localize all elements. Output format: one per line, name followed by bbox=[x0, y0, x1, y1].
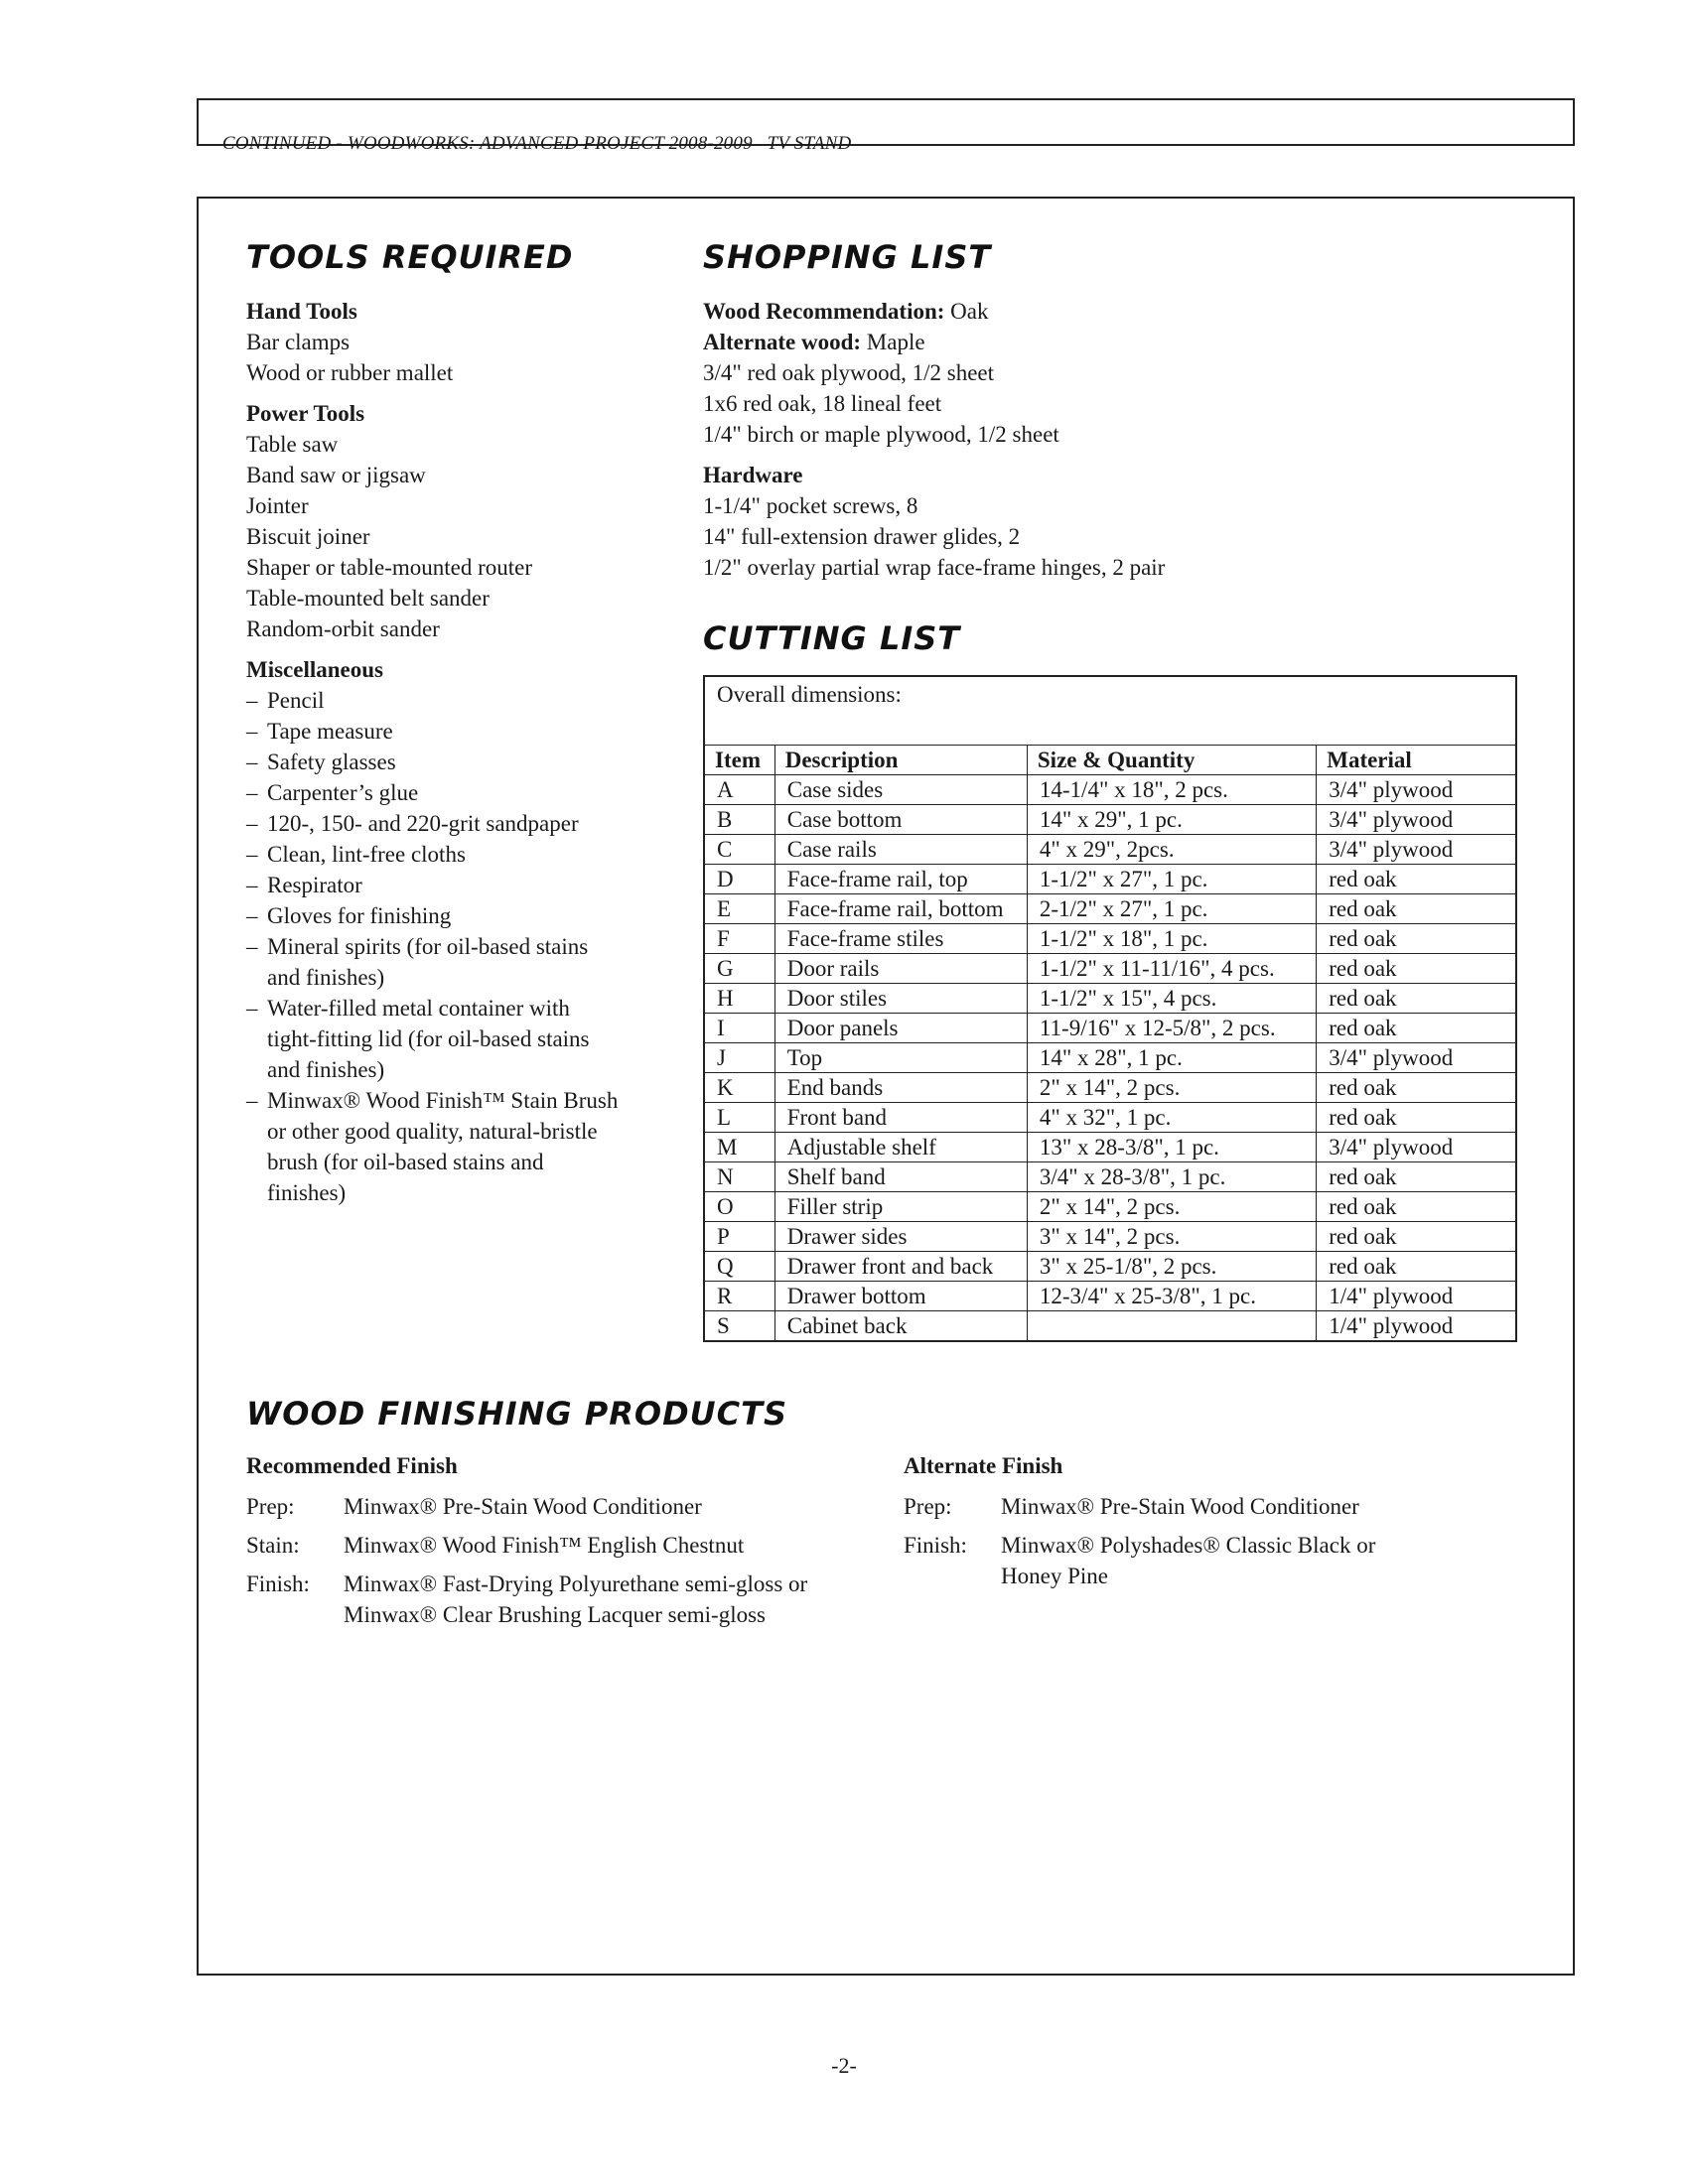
cell-material: red oak bbox=[1317, 865, 1516, 894]
tools-heading: TOOLS REQUIRED bbox=[246, 238, 574, 276]
cell-description: Front band bbox=[774, 1103, 1027, 1133]
dash-bullet: – bbox=[246, 719, 258, 744]
cell-description: Door panels bbox=[774, 1014, 1027, 1043]
dash-bullet: – bbox=[246, 1088, 258, 1113]
table-row bbox=[704, 1311, 1516, 1342]
cell-item: K bbox=[704, 1073, 774, 1103]
hand-tool-item: Wood or rubber mallet bbox=[246, 360, 454, 385]
dash-bullet: – bbox=[246, 750, 258, 774]
misc-item bbox=[246, 993, 624, 1085]
overall-row bbox=[704, 676, 1516, 746]
misc-item bbox=[246, 839, 624, 870]
dash-bullet: – bbox=[246, 811, 258, 836]
misc-title: Miscellaneous bbox=[246, 657, 383, 682]
cell-description: Cabinet back bbox=[774, 1311, 1027, 1342]
cell-material: red oak bbox=[1317, 1252, 1516, 1282]
table-header-row bbox=[704, 746, 1516, 775]
cell-material: red oak bbox=[1317, 1162, 1516, 1192]
cell-size-quantity bbox=[1027, 1311, 1316, 1342]
cell-description: Case rails bbox=[774, 835, 1027, 865]
dash-bullet: – bbox=[246, 934, 258, 959]
cell-material: red oak bbox=[1317, 1222, 1516, 1252]
cell-description: Door rails bbox=[774, 954, 1027, 984]
cell-material: red oak bbox=[1317, 1014, 1516, 1043]
misc-item bbox=[246, 1085, 624, 1208]
table-row bbox=[704, 954, 1516, 984]
wood-recommendation bbox=[703, 296, 1517, 327]
misc-item-text: Minwax® Wood Finish™ Stain Brush or other good quality, natural-bristle brush (for oil-based stains and finishes) bbox=[267, 1088, 619, 1205]
finish-row-value bbox=[1001, 1491, 1460, 1522]
shopping-heading: SHOPPING LIST bbox=[703, 238, 992, 276]
table-row bbox=[704, 805, 1516, 835]
finish-row bbox=[904, 1530, 1460, 1591]
misc-list bbox=[246, 685, 624, 1208]
cell-material: red oak bbox=[1317, 984, 1516, 1014]
table-row bbox=[704, 1282, 1516, 1311]
finish-row-label: Finish: bbox=[246, 1571, 310, 1596]
cell-size-quantity: 13" x 28-3/8", 1 pc. bbox=[1027, 1133, 1316, 1162]
table-row bbox=[704, 1014, 1516, 1043]
wood-rec-value: Oak bbox=[944, 299, 989, 324]
table-row bbox=[704, 1103, 1516, 1133]
col-item: Item bbox=[704, 746, 774, 775]
cell-item: E bbox=[704, 894, 774, 924]
wood-item: 3/4" red oak plywood, 1/2 sheet bbox=[703, 360, 995, 385]
hand-tool-item: Bar clamps bbox=[246, 330, 351, 354]
cell-description: Drawer bottom bbox=[774, 1282, 1027, 1311]
cell-item: J bbox=[704, 1043, 774, 1073]
cell-item: C bbox=[704, 835, 774, 865]
cell-material: red oak bbox=[1317, 924, 1516, 954]
cell-item: G bbox=[704, 954, 774, 984]
power-tools-list bbox=[246, 429, 643, 644]
cell-size-quantity: 3" x 25-1/8", 2 pcs. bbox=[1027, 1252, 1316, 1282]
recommended-finish bbox=[246, 1450, 842, 1638]
wood-items-list bbox=[703, 357, 1517, 450]
cell-material: 3/4" plywood bbox=[1317, 775, 1516, 805]
cutting-list-body bbox=[704, 775, 1516, 1342]
hardware-title: Hardware bbox=[703, 463, 803, 487]
cell-item: N bbox=[704, 1162, 774, 1192]
cell-item: P bbox=[704, 1222, 774, 1252]
table-row bbox=[704, 1133, 1516, 1162]
cell-size-quantity: 14" x 29", 1 pc. bbox=[1027, 805, 1316, 835]
cell-description: Case sides bbox=[774, 775, 1027, 805]
misc-item bbox=[246, 870, 624, 900]
cutting-list-table bbox=[703, 675, 1517, 1342]
dash-bullet: – bbox=[246, 873, 258, 897]
finish-row-value bbox=[344, 1491, 842, 1522]
hardware-item: 1/2" overlay partial wrap face-frame hinges, 2 pair bbox=[703, 555, 1166, 580]
cell-description: Face-frame rail, top bbox=[774, 865, 1027, 894]
power-tools-title: Power Tools bbox=[246, 401, 365, 426]
table-row bbox=[704, 924, 1516, 954]
finish-row-value bbox=[344, 1530, 842, 1561]
cell-item: L bbox=[704, 1103, 774, 1133]
misc-item bbox=[246, 747, 624, 777]
page-header bbox=[197, 98, 1575, 154]
finish-row-line: Minwax® Wood Finish™ English Chestnut bbox=[344, 1533, 745, 1558]
recommended-finish-rows bbox=[246, 1491, 842, 1630]
finishing-heading: WOOD FINISHING PRODUCTS bbox=[246, 1395, 787, 1433]
table-row bbox=[704, 775, 1516, 805]
finish-row bbox=[246, 1569, 842, 1630]
misc-item-text: Mineral spirits (for oil-based stains and finishes) bbox=[267, 934, 589, 990]
power-tool-item: Table-mounted belt sander bbox=[246, 586, 490, 611]
alternate-wood bbox=[703, 327, 1517, 357]
finish-row bbox=[246, 1530, 842, 1561]
col-description: Description bbox=[774, 746, 1027, 775]
cell-description: Door stiles bbox=[774, 984, 1027, 1014]
alternate-finish bbox=[904, 1450, 1460, 1599]
table-row bbox=[704, 1192, 1516, 1222]
finish-row-label: Prep: bbox=[904, 1494, 952, 1519]
finish-row-label: Stain: bbox=[246, 1533, 300, 1558]
table-row bbox=[704, 1043, 1516, 1073]
cell-item: F bbox=[704, 924, 774, 954]
cell-size-quantity: 2-1/2" x 27", 1 pc. bbox=[1027, 894, 1316, 924]
table-row bbox=[704, 1222, 1516, 1252]
finish-row bbox=[246, 1491, 842, 1522]
misc-item-text: Respirator bbox=[267, 873, 362, 897]
cell-size-quantity: 14-1/4" x 18", 2 pcs. bbox=[1027, 775, 1316, 805]
cell-size-quantity: 1-1/2" x 15", 4 pcs. bbox=[1027, 984, 1316, 1014]
table-row bbox=[704, 835, 1516, 865]
table-row bbox=[704, 865, 1516, 894]
cell-description: Drawer front and back bbox=[774, 1252, 1027, 1282]
alt-wood-value: Maple bbox=[861, 330, 925, 354]
dash-bullet: – bbox=[246, 688, 258, 713]
cell-size-quantity: 2" x 14", 2 pcs. bbox=[1027, 1073, 1316, 1103]
table-row bbox=[704, 1162, 1516, 1192]
finish-row-label: Prep: bbox=[246, 1494, 295, 1519]
cell-material: 3/4" plywood bbox=[1317, 1043, 1516, 1073]
hardware-list bbox=[703, 490, 1517, 583]
cell-material: red oak bbox=[1317, 1103, 1516, 1133]
col-material: Material bbox=[1317, 746, 1516, 775]
cell-item: M bbox=[704, 1133, 774, 1162]
alt-wood-label: Alternate wood: bbox=[703, 330, 862, 354]
cell-material: red oak bbox=[1317, 894, 1516, 924]
wood-rec-label: Wood Recommendation: bbox=[703, 299, 945, 324]
misc-item bbox=[246, 685, 624, 716]
misc-item bbox=[246, 777, 624, 808]
misc-item-text: Water-filled metal container with tight-fitting lid (for oil-based stains and finishes) bbox=[267, 996, 590, 1082]
cell-material: red oak bbox=[1317, 1073, 1516, 1103]
cell-description: End bands bbox=[774, 1073, 1027, 1103]
cutting-heading: CUTTING LIST bbox=[703, 619, 961, 657]
misc-item-text: Tape measure bbox=[267, 719, 393, 744]
cell-size-quantity: 14" x 28", 1 pc. bbox=[1027, 1043, 1316, 1073]
power-tool-item: Random-orbit sander bbox=[246, 616, 440, 641]
cell-material: red oak bbox=[1317, 1192, 1516, 1222]
finish-row-line: Minwax® Clear Brushing Lacquer semi-gloss bbox=[344, 1602, 767, 1627]
finish-row bbox=[904, 1491, 1460, 1522]
cell-material: 1/4" plywood bbox=[1317, 1282, 1516, 1311]
recommended-finish-title: Recommended Finish bbox=[246, 1453, 458, 1478]
col-size-quantity: Size & Quantity bbox=[1027, 746, 1316, 775]
dash-bullet: – bbox=[246, 996, 258, 1021]
misc-item-text: Clean, lint-free cloths bbox=[267, 842, 466, 867]
wood-item: 1x6 red oak, 18 lineal feet bbox=[703, 391, 942, 416]
hardware-item: 14" full-extension drawer glides, 2 bbox=[703, 524, 1021, 549]
cell-item: A bbox=[704, 775, 774, 805]
cell-size-quantity: 3" x 14", 2 pcs. bbox=[1027, 1222, 1316, 1252]
wood-item: 1/4" birch or maple plywood, 1/2 sheet bbox=[703, 422, 1059, 447]
content-frame bbox=[197, 197, 1575, 1976]
cell-item: I bbox=[704, 1014, 774, 1043]
dash-bullet: – bbox=[246, 903, 258, 928]
cell-size-quantity: 4" x 29", 2pcs. bbox=[1027, 835, 1316, 865]
cell-description: Face-frame rail, bottom bbox=[774, 894, 1027, 924]
cell-item: R bbox=[704, 1282, 774, 1311]
misc-item bbox=[246, 716, 624, 747]
cell-material: 3/4" plywood bbox=[1317, 1133, 1516, 1162]
alternate-finish-rows bbox=[904, 1491, 1460, 1591]
cell-size-quantity: 1-1/2" x 27", 1 pc. bbox=[1027, 865, 1316, 894]
cell-item: O bbox=[704, 1192, 774, 1222]
cell-size-quantity: 11-9/16" x 12-5/8", 2 pcs. bbox=[1027, 1014, 1316, 1043]
misc-item-text: Gloves for finishing bbox=[267, 903, 452, 928]
cell-item: H bbox=[704, 984, 774, 1014]
table-row bbox=[704, 1252, 1516, 1282]
cell-material: 3/4" plywood bbox=[1317, 805, 1516, 835]
cell-description: Filler strip bbox=[774, 1192, 1027, 1222]
hardware-item: 1-1/4" pocket screws, 8 bbox=[703, 493, 918, 518]
cell-size-quantity: 1-1/2" x 18", 1 pc. bbox=[1027, 924, 1316, 954]
finish-row-line: Minwax® Pre-Stain Wood Conditioner bbox=[344, 1494, 702, 1519]
dash-bullet: – bbox=[246, 842, 258, 867]
finish-row-line: Minwax® Fast-Drying Polyurethane semi-gloss or bbox=[344, 1571, 808, 1596]
cell-size-quantity: 2" x 14", 2 pcs. bbox=[1027, 1192, 1316, 1222]
cell-size-quantity: 4" x 32", 1 pc. bbox=[1027, 1103, 1316, 1133]
cell-description: Shelf band bbox=[774, 1162, 1027, 1192]
cell-size-quantity: 3/4" x 28-3/8", 1 pc. bbox=[1027, 1162, 1316, 1192]
cell-material: 1/4" plywood bbox=[1317, 1311, 1516, 1342]
cell-description: Case bottom bbox=[774, 805, 1027, 835]
power-tool-item: Jointer bbox=[246, 493, 309, 518]
tools-column bbox=[246, 296, 643, 1208]
power-tool-item: Band saw or jigsaw bbox=[246, 463, 426, 487]
finish-row-line: Honey Pine bbox=[1001, 1564, 1108, 1588]
cell-item: B bbox=[704, 805, 774, 835]
cell-item: D bbox=[704, 865, 774, 894]
power-tool-item: Biscuit joiner bbox=[246, 524, 370, 549]
cell-item: S bbox=[704, 1311, 774, 1342]
cell-material: red oak bbox=[1317, 954, 1516, 984]
cell-description: Top bbox=[774, 1043, 1027, 1073]
shopping-column bbox=[703, 296, 1517, 583]
table-row bbox=[704, 984, 1516, 1014]
page-number: -2- bbox=[831, 2053, 857, 2078]
hand-tools-list bbox=[246, 327, 643, 388]
finish-row-value bbox=[1001, 1530, 1460, 1591]
cell-material: 3/4" plywood bbox=[1317, 835, 1516, 865]
finish-row-value bbox=[344, 1569, 842, 1630]
misc-item-text: 120-, 150- and 220-grit sandpaper bbox=[267, 811, 579, 836]
cell-size-quantity: 12-3/4" x 25-3/8", 1 pc. bbox=[1027, 1282, 1316, 1311]
finish-row-line: Minwax® Pre-Stain Wood Conditioner bbox=[1001, 1494, 1359, 1519]
header-text: CONTINUED - WOODWORKS: ADVANCED PROJECT 2008-2009 TV STAND bbox=[221, 133, 852, 154]
power-tool-item: Shaper or table-mounted router bbox=[246, 555, 533, 580]
hand-tools-title: Hand Tools bbox=[246, 299, 357, 324]
misc-item-text: Safety glasses bbox=[267, 750, 396, 774]
overall-dimensions: Overall dimensions: bbox=[704, 676, 1516, 746]
cell-description: Drawer sides bbox=[774, 1222, 1027, 1252]
dash-bullet: – bbox=[246, 780, 258, 805]
table-row bbox=[704, 1073, 1516, 1103]
alternate-finish-title: Alternate Finish bbox=[904, 1453, 1063, 1478]
cell-item: Q bbox=[704, 1252, 774, 1282]
misc-item-text: Carpenter’s glue bbox=[267, 780, 419, 805]
power-tool-item: Table saw bbox=[246, 432, 339, 457]
finish-row-line: Minwax® Polyshades® Classic Black or bbox=[1001, 1533, 1376, 1558]
misc-item bbox=[246, 900, 624, 931]
finish-row-label: Finish: bbox=[904, 1533, 967, 1558]
misc-item bbox=[246, 931, 624, 993]
cell-description: Adjustable shelf bbox=[774, 1133, 1027, 1162]
misc-item bbox=[246, 808, 624, 839]
table-row bbox=[704, 894, 1516, 924]
misc-item-text: Pencil bbox=[267, 688, 325, 713]
cell-size-quantity: 1-1/2" x 11-11/16", 4 pcs. bbox=[1027, 954, 1316, 984]
cell-description: Face-frame stiles bbox=[774, 924, 1027, 954]
